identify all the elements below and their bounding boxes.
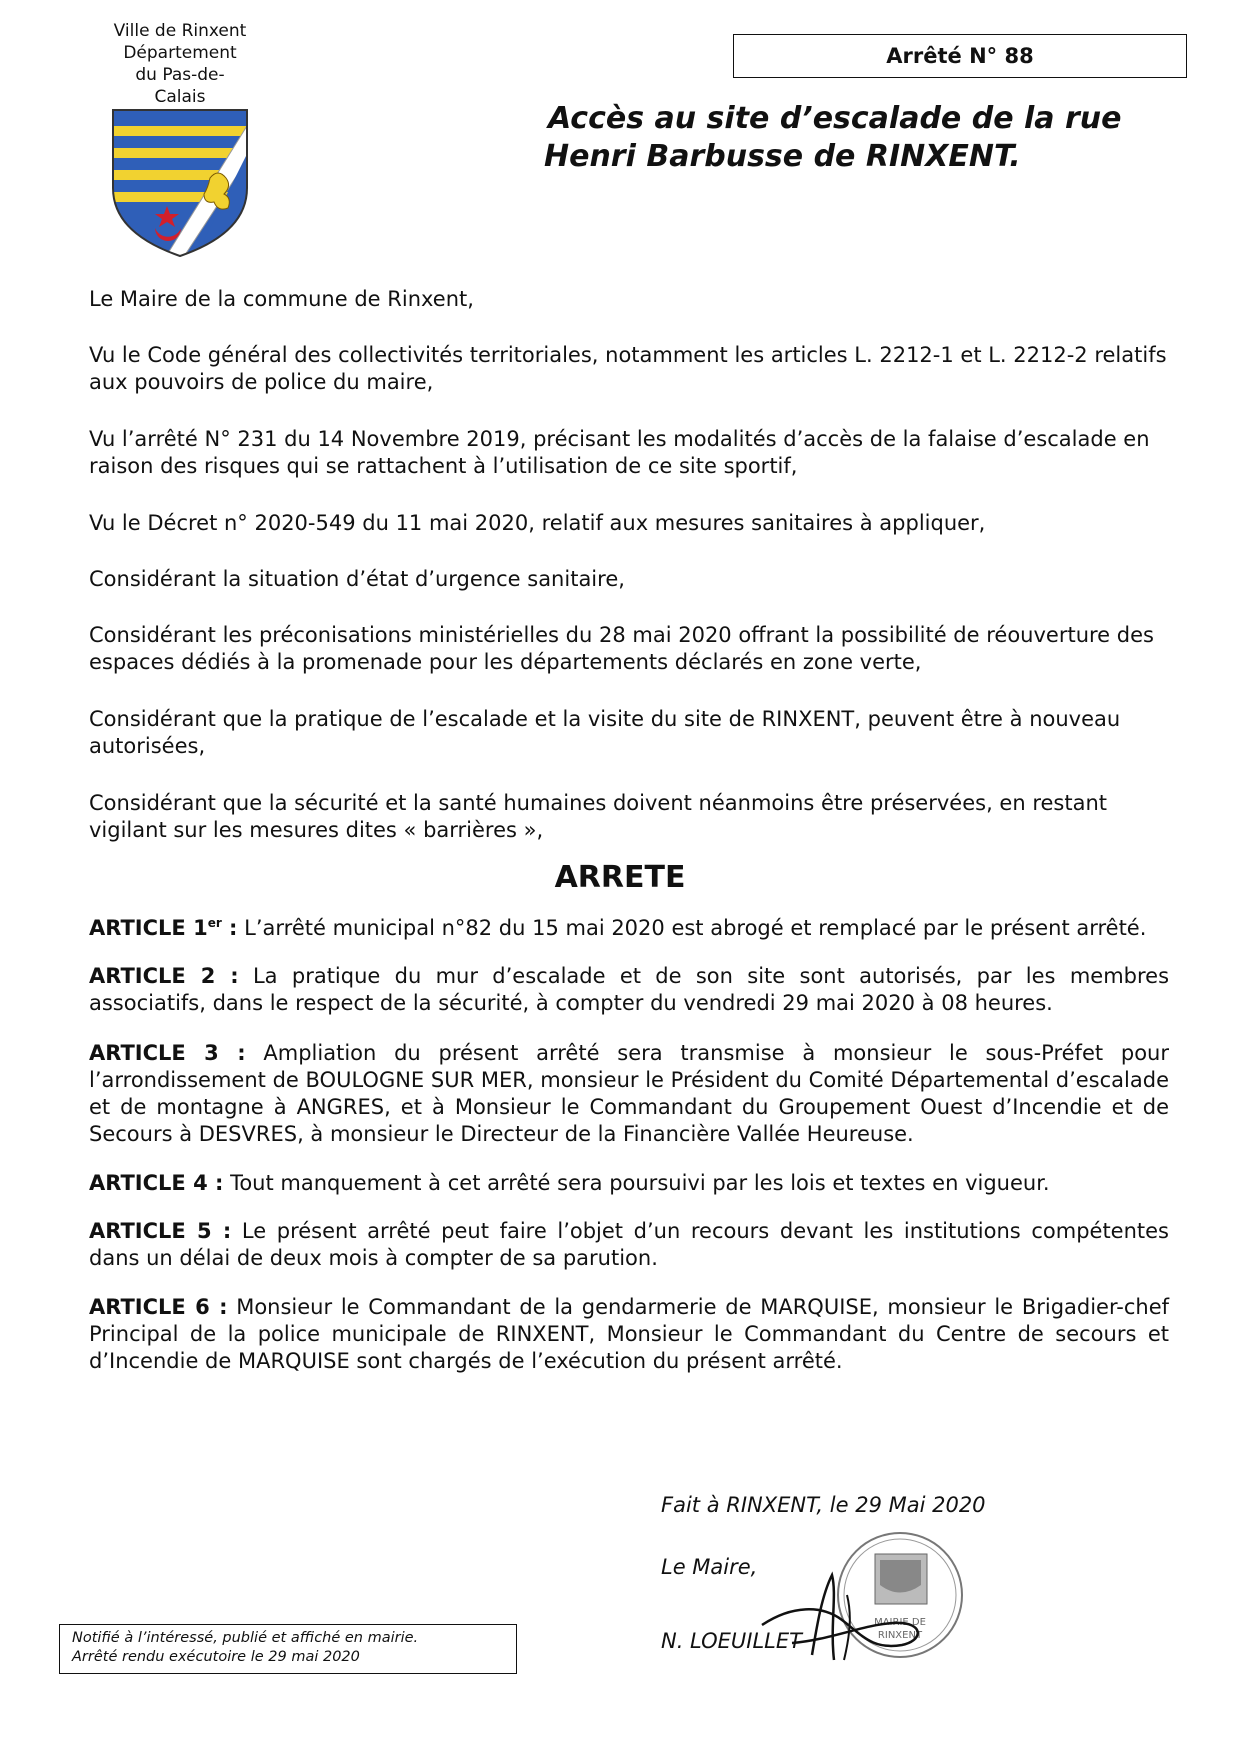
article-5	[89, 1218, 1169, 1272]
notice-line: Notifié à l’intéressé, publié et affiché en mairie.	[72, 1630, 419, 1646]
title-line: Henri Barbusse de RINXENT.	[544, 139, 1021, 174]
preamble-vu-code: Vu le Code général des collectivités territoriales, notamment les articles L. 2212-1 et L. 2212-2 relatifs aux pouvoirs de police du maire,	[89, 343, 1167, 394]
article-label: ARTICLE 2 :	[89, 964, 239, 988]
preamble-considerant-urgence: Considérant la situation d’état d’urgence sanitaire,	[89, 567, 625, 591]
commune-line: Ville de Rinxent	[113, 21, 247, 41]
article-6	[89, 1294, 1169, 1375]
commune-line: Calais	[154, 87, 206, 107]
article-label: ARTICLE 3 :	[89, 1041, 246, 1065]
notice-line: Arrêté rendu exécutoire le 29 mai 2020	[72, 1649, 360, 1665]
article-text: Ampliation du présent arrêté sera transmise à monsieur le sous-Préfet pour l’arrondissement de BOULOGNE SUR MER, monsieur le Président du Comité Départemental d’escalade et de montagne à ANGRES, et à Monsieur le Commandant du Groupement Ouest d’Incendie et de Secours à DESVRES, à monsieur le Directeur de la Financière Vallée Heureuse.	[89, 1041, 1169, 1146]
article-4	[89, 1170, 1169, 1197]
article-label: ARTICLE 6 :	[89, 1295, 228, 1319]
article-label: ARTICLE 4 :	[89, 1171, 224, 1195]
svg-text:MAIRIE DE: MAIRIE DE	[874, 1617, 926, 1628]
article-3	[89, 1040, 1169, 1148]
preamble-considerant-securite: Considérant que la sécurité et la santé humaines doivent néanmoins être préservées, en restant vigilant sur les mesures dites « barrières »,	[89, 791, 1108, 842]
publication-notice	[59, 1624, 517, 1674]
article-text: Le présent arrêté peut faire l’objet d’un recours devant les institutions compétentes dans un délai de deux mois à compter de sa parution.	[89, 1219, 1169, 1270]
article-2	[89, 963, 1169, 1017]
handwritten-signature-icon	[752, 1565, 932, 1675]
article-label: ARTICLE 5 :	[89, 1219, 232, 1243]
place-and-date: Fait à RINXENT, le 29 Mai 2020	[661, 1493, 986, 1517]
coat-of-arms-icon	[105, 108, 255, 258]
signatory-role: Le Maire,	[661, 1555, 758, 1579]
arrete-heading: ARRETE	[554, 860, 686, 895]
article-text: Tout manquement à cet arrêté sera poursuivi par les lois et textes en vigueur.	[223, 1171, 1050, 1195]
svg-text:RINXENT: RINXENT	[877, 1630, 923, 1641]
preamble-vu-arrete: Vu l’arrêté N° 231 du 14 Novembre 2019, précisant les modalités d’accès de la falaise d’escalade en raison des risques qui se rattachent à l’utilisation de ce site sportif,	[89, 427, 1150, 478]
article-text: Monsieur le Commandant de la gendarmerie de MARQUISE, monsieur le Brigadier-chef Principal de la police municipale de RINXENT, Monsieur le Commandant du Centre de secours et d’Incendie de MARQUISE sont chargés de l’exécution du présent arrêté.	[89, 1295, 1170, 1373]
commune-name	[100, 20, 260, 108]
preamble-mayor: Le Maire de la commune de Rinxent,	[89, 287, 474, 311]
article-text: L’arrêté municipal n°82 du 15 mai 2020 est abrogé et remplacé par le présent arrêté.	[237, 916, 1147, 940]
article-text: La pratique du mur d’escalade et de son site sont autorisés, par les membres associatifs, dans le respect de la sécurité, à compter du vendredi 29 mai 2020 à 08 heures.	[89, 964, 1170, 1015]
arrete-number-box	[733, 34, 1187, 78]
document-title	[544, 100, 1188, 176]
preamble-considerant-preconisations: Considérant les préconisations ministérielles du 28 mai 2020 offrant la possibilité de réouverture des espaces dédiés à la promenade pour les départements déclarés en zone verte,	[89, 623, 1154, 674]
article-label: ARTICLE 1er :	[89, 916, 238, 940]
preamble-considerant-escalade: Considérant que la pratique de l’escalade et la visite du site de RINXENT, peuvent être à nouveau autorisées,	[89, 707, 1121, 758]
title-line: Accès au site d’escalade de la rue	[548, 101, 1122, 136]
article-1	[89, 915, 1169, 942]
preamble-vu-decret: Vu le Décret n° 2020-549 du 11 mai 2020, relatif aux mesures sanitaires à appliquer,	[89, 511, 986, 535]
arrete-number: Arrêté N° 88	[886, 44, 1034, 68]
commune-line: du Pas-de-	[135, 65, 225, 85]
signatory-name: N. LOEUILLET	[661, 1629, 802, 1653]
commune-line: Département	[123, 43, 237, 63]
